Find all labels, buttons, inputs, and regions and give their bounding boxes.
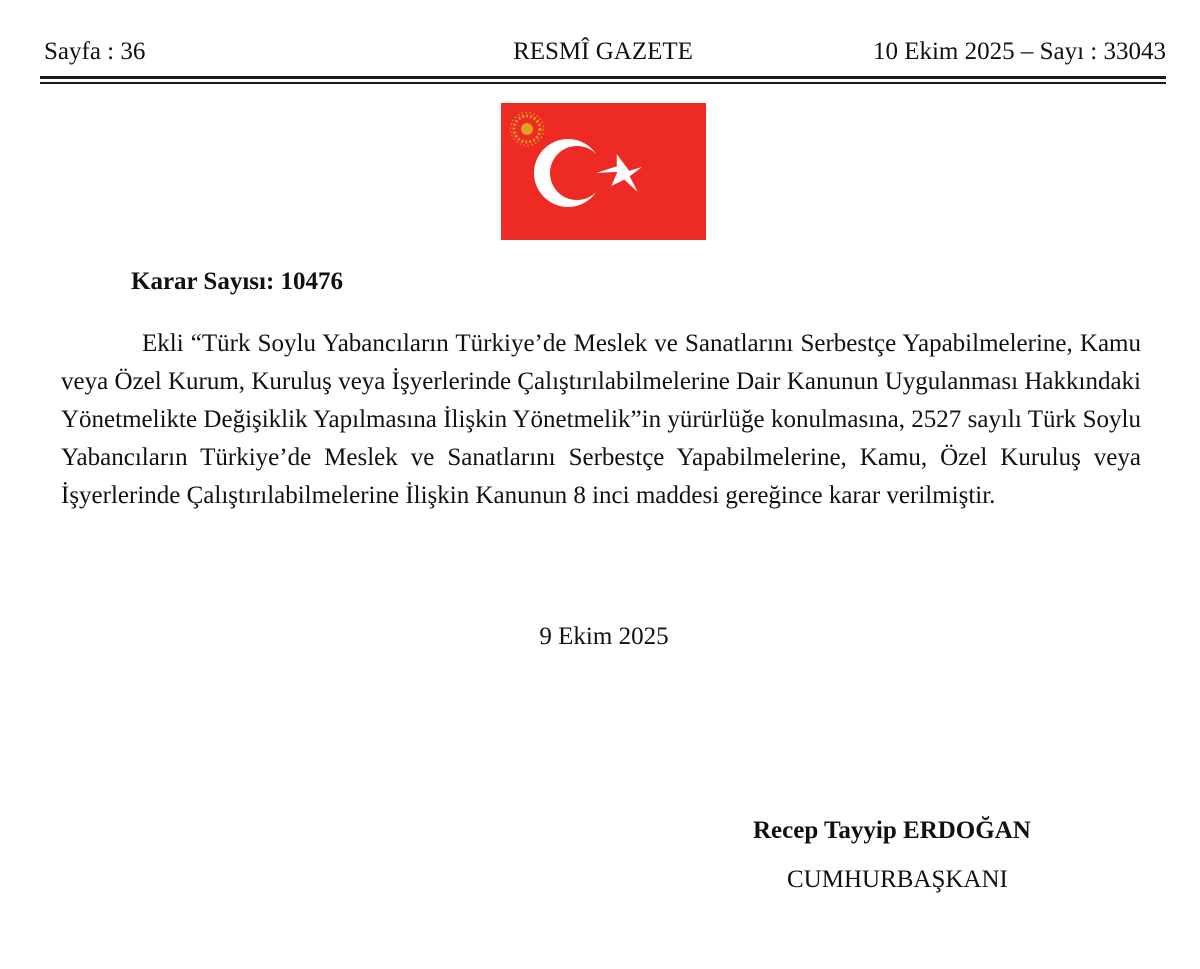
page-header — [40, 38, 1166, 70]
turkish-flag-icon — [501, 103, 706, 240]
decision-date: 9 Ekim 2025 — [539, 623, 669, 650]
crescent-inner — [550, 146, 604, 200]
decision-text: Ekli “Türk Soylu Yabancıların Türkiye’de Meslek ve Sanatlarını Serbestçe Yapabilmelerine, Kamu veya Özel Kurum, Kuruluş veya İşyerlerinde Çalıştırılabilmelerine Dair Kanunun Uygulanması Hakkındaki Yönetmelikte Değişiklik Yapılmasına İlişkin Yönetmelik”in yürürlüğe konulmasına, 2527 sayılı Türk Soylu Yabancıların Türkiye’de Meslek ve Sanatlarını Serbestçe Yapabilmelerine, Kamu, Özel Kuruluş veya İşyerlerinde Çalıştırılabilmelerine İlişkin Kanunun 8 inci maddesi gereğince karar verilmiştir. — [61, 330, 1141, 509]
page-number: Sayfa : 36 — [44, 38, 146, 65]
decision-number: Karar Sayısı: 10476 — [131, 268, 344, 295]
issue-info: 10 Ekim 2025 – Sayı : 33043 — [872, 38, 1166, 65]
gazette-title: RESMÎ GAZETE — [513, 38, 693, 65]
signer-title: CUMHURBAŞKANI — [787, 866, 1008, 893]
signer-name: Recep Tayyip ERDOĞAN — [753, 817, 1031, 844]
header-rule-top — [40, 76, 1166, 79]
header-rule-bottom — [40, 82, 1166, 84]
